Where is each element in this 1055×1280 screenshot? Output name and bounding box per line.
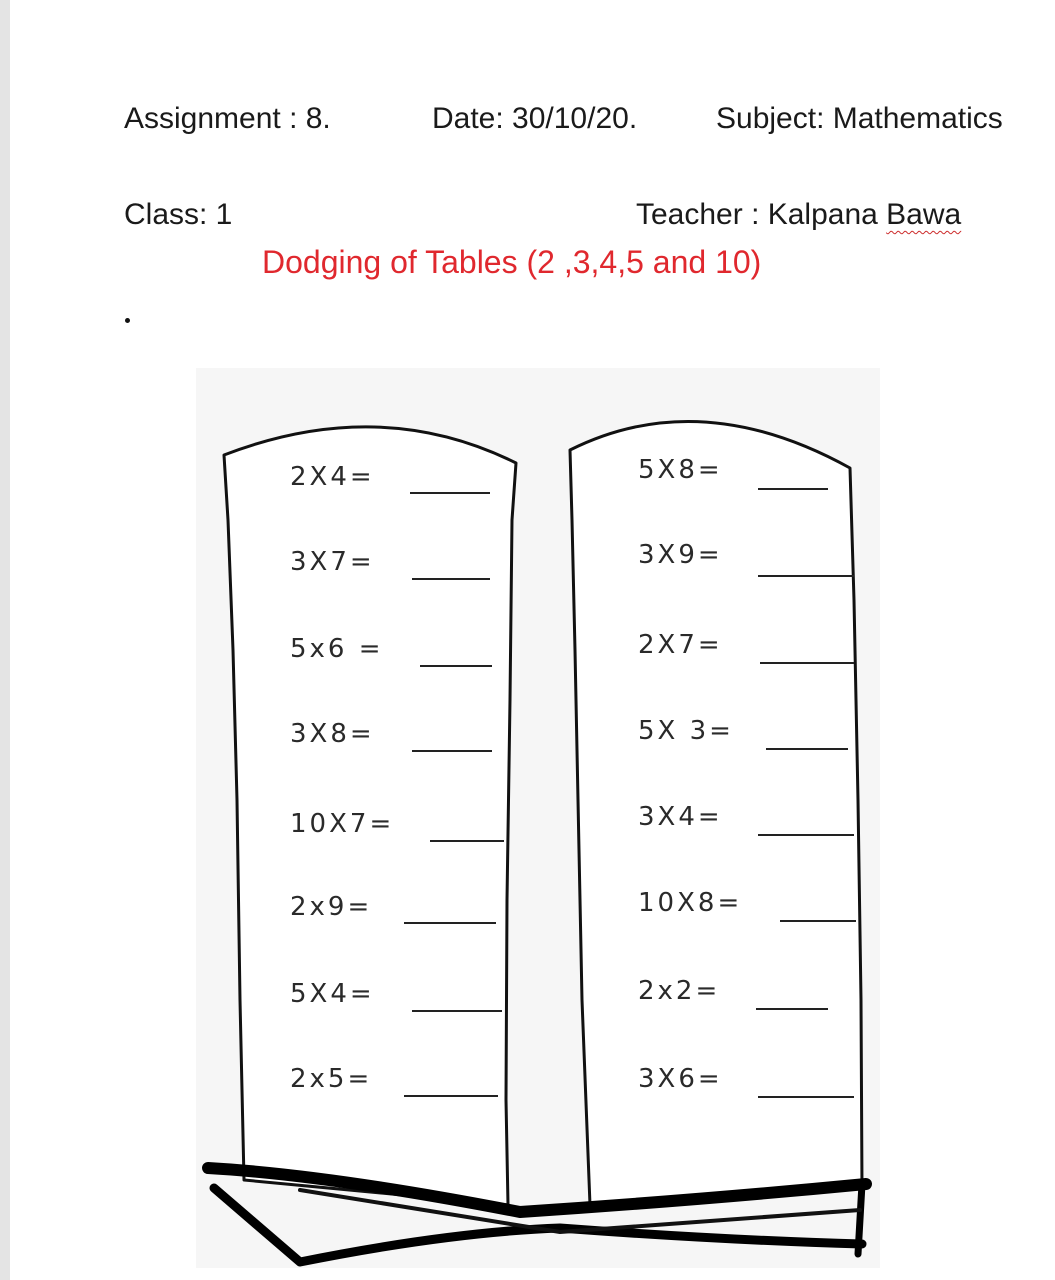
- teacher-label: Teacher : Kalpana: [636, 198, 887, 231]
- book-base-right-edge: [858, 1184, 862, 1254]
- right-problem: 10X8=: [638, 888, 743, 918]
- right-answer-blank[interactable]: [758, 1096, 854, 1098]
- right-answer-blank[interactable]: [758, 575, 854, 577]
- assignment-number: Assignment : 8.: [124, 102, 331, 135]
- left-answer-blank[interactable]: [412, 750, 492, 752]
- right-problem: 2x2=: [638, 976, 721, 1006]
- right-answer-blank[interactable]: [766, 748, 848, 750]
- right-answer-blank[interactable]: [758, 488, 828, 490]
- class-label: Class: 1: [124, 198, 233, 231]
- left-answer-blank[interactable]: [404, 1095, 498, 1097]
- right-problem: 3X9=: [638, 540, 723, 570]
- right-problem: 3X4=: [638, 802, 723, 832]
- left-answer-blank[interactable]: [412, 578, 490, 580]
- right-answer-blank[interactable]: [780, 920, 856, 922]
- left-problem: 2x9=: [290, 892, 373, 922]
- assignment-date: Date: 30/10/20.: [432, 102, 638, 135]
- right-problem: 3X6=: [638, 1064, 723, 1094]
- left-problem: 3X8=: [290, 719, 375, 749]
- assignment-subject: Subject: Mathematics: [716, 102, 1003, 135]
- left-answer-blank[interactable]: [430, 840, 504, 842]
- right-answer-blank[interactable]: [758, 834, 854, 836]
- left-answer-blank[interactable]: [420, 665, 492, 667]
- right-problem: 5X8=: [638, 455, 723, 485]
- left-problem: 2X4=: [290, 462, 375, 492]
- left-problem: 5X4=: [290, 979, 375, 1009]
- left-problem: 3X7=: [290, 547, 375, 577]
- right-answer-blank[interactable]: [760, 662, 854, 664]
- teacher-surname: Bawa: [886, 198, 962, 231]
- worksheet-title: Dodging of Tables (2 ,3,4,5 and 10): [262, 244, 762, 280]
- right-problem: 2X7=: [638, 630, 723, 660]
- left-problem: 10X7=: [290, 809, 395, 839]
- left-answer-blank[interactable]: [404, 922, 496, 924]
- left-answer-blank[interactable]: [412, 1010, 502, 1012]
- left-problem: 5x6 =: [290, 634, 384, 664]
- right-problem: 5X 3=: [638, 716, 734, 746]
- left-problem: 2x5=: [290, 1064, 373, 1094]
- right-answer-blank[interactable]: [756, 1008, 828, 1010]
- left-answer-blank[interactable]: [410, 492, 490, 494]
